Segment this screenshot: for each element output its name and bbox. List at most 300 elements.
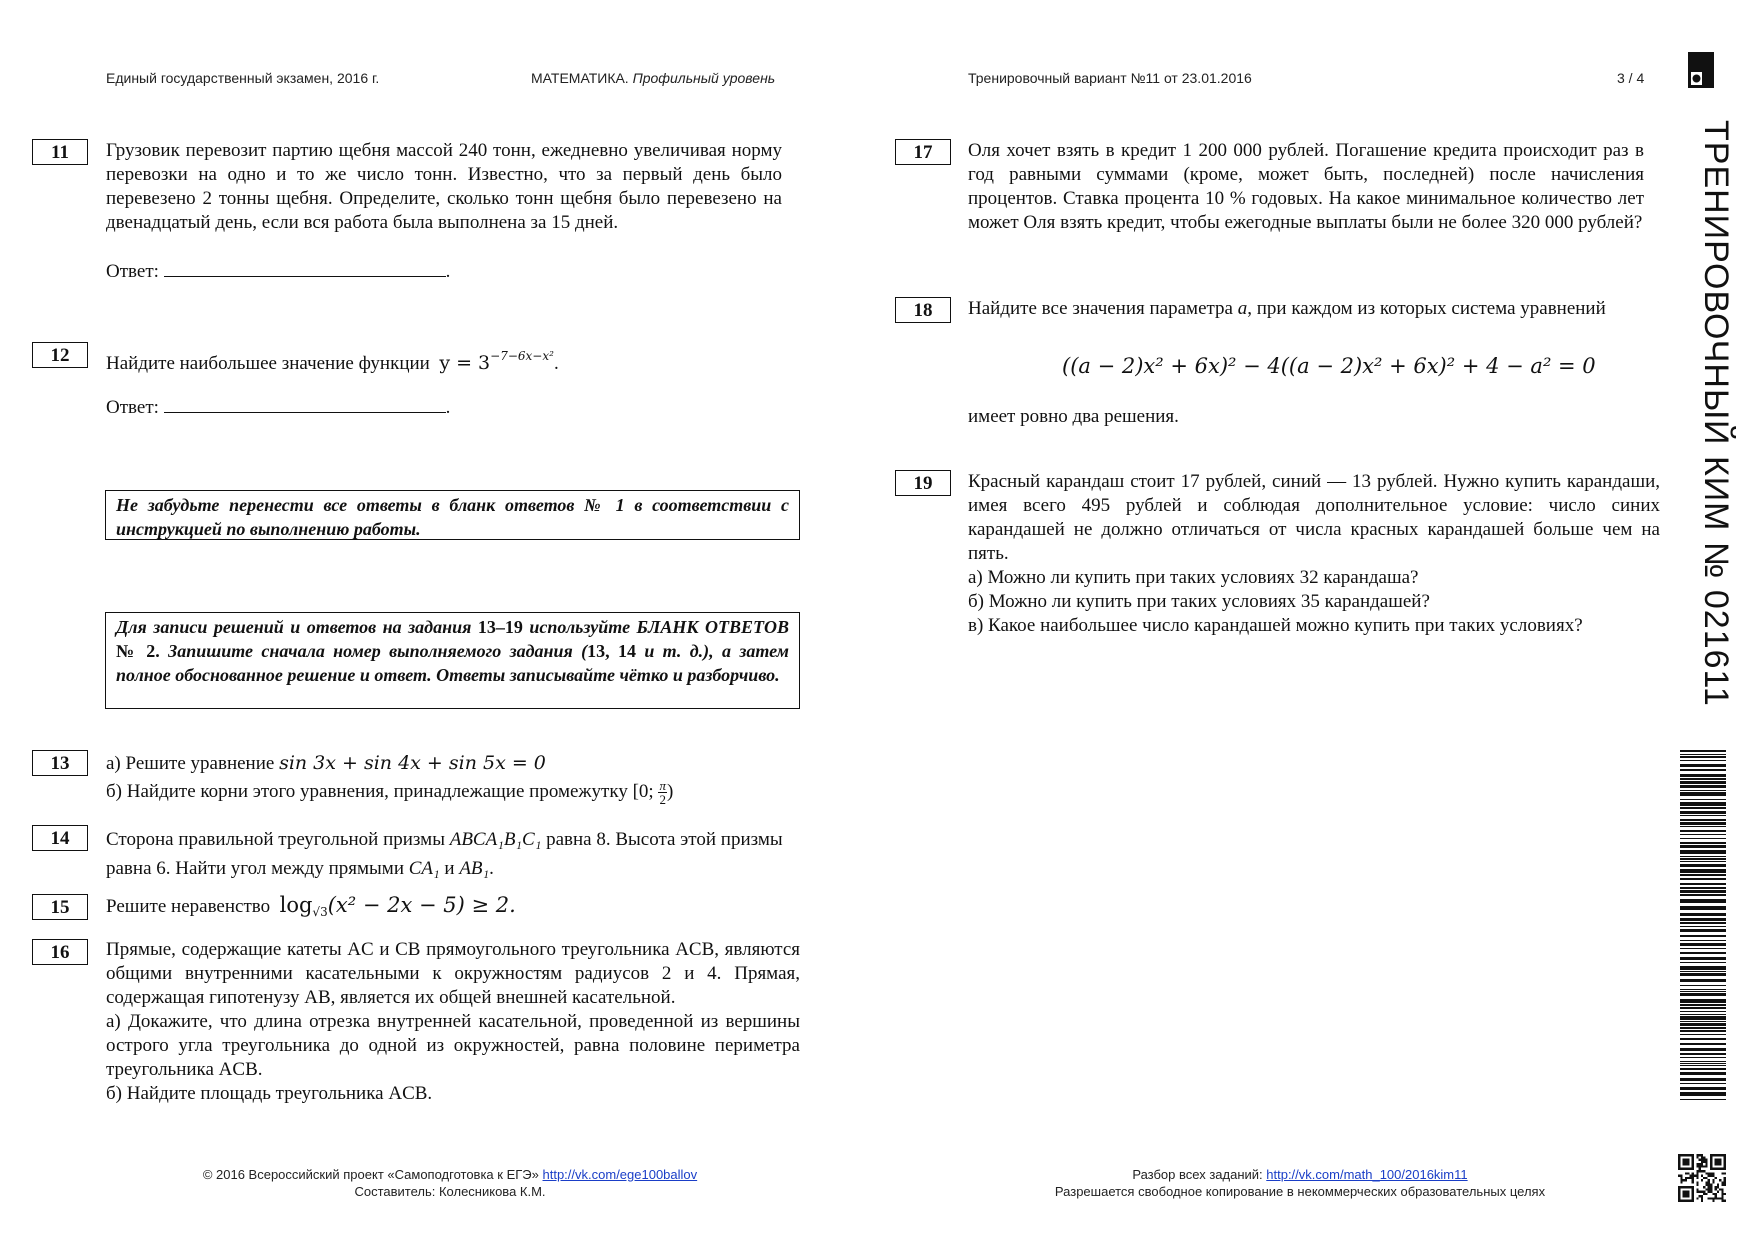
task-17-text: Оля хочет взять в кредит 1 200 000 рублей. Погашение кредита происходит раз в год равными суммами (кроме, может быть, последней) после начисления процентов. Ставка процента 10 % годовых. На какое минимальное количество лет может Оля взять кредит, чтобы ежегодные выплаты были не более 320 000 рублей? bbox=[968, 140, 1644, 233]
barcode-bar bbox=[1680, 878, 1726, 880]
footer-right bbox=[1000, 1166, 1600, 1200]
qr-module bbox=[1687, 1161, 1689, 1163]
qr-module bbox=[1721, 1200, 1723, 1202]
task-19-part-a: а) Можно ли купить при таких условиях 32 карандаша? bbox=[968, 567, 1419, 588]
task-19-number: 19 bbox=[895, 470, 951, 496]
qr-module bbox=[1721, 1191, 1723, 1193]
qr-module bbox=[1710, 1175, 1712, 1177]
header-subject-name: МАТЕМАТИКА. bbox=[531, 70, 629, 86]
task-13-part-a bbox=[106, 751, 786, 776]
task-14-text-2: равна 8. Высота этой призмы равна 6. Найти угол между прямыми bbox=[106, 829, 783, 879]
footer-review-label: Разбор всех заданий: bbox=[1132, 1167, 1263, 1182]
qr-module bbox=[1719, 1154, 1721, 1156]
task-13-text bbox=[106, 751, 786, 806]
barcode-bar bbox=[1680, 819, 1726, 821]
barcode-bar bbox=[1680, 887, 1726, 889]
header-exam: Единый государственный экзамен, 2016 г. bbox=[106, 70, 380, 86]
qr-module bbox=[1685, 1177, 1687, 1179]
qr-module bbox=[1678, 1188, 1680, 1190]
footer-review-link[interactable]: http://vk.com/math_100/2016kim11 bbox=[1266, 1167, 1468, 1182]
task-19-paragraph: Красный карандаш стоит 17 рублей, синий — 13 рублей. Нужно купить карандаши, имея всего 495 рублей и соблюдая дополнительное условие: число синих карандашей не должно отличаться от числа красных карандашей больше чем на пять. bbox=[968, 471, 1660, 564]
qr-module bbox=[1692, 1175, 1694, 1177]
qr-module bbox=[1705, 1163, 1707, 1165]
qr-module bbox=[1705, 1159, 1707, 1161]
qr-module bbox=[1701, 1170, 1703, 1172]
qr-module bbox=[1699, 1191, 1701, 1193]
qr-module bbox=[1696, 1175, 1698, 1177]
qr-module bbox=[1696, 1154, 1698, 1156]
barcode-bar bbox=[1680, 750, 1726, 752]
barcode-bar bbox=[1680, 1027, 1726, 1029]
qr-module bbox=[1703, 1159, 1705, 1161]
barcode-bar bbox=[1680, 1023, 1726, 1026]
qr-module bbox=[1715, 1159, 1717, 1161]
task-14-text bbox=[106, 825, 786, 883]
qr-module bbox=[1692, 1181, 1694, 1183]
task-12-prompt: Найдите наибольшее значение функции bbox=[106, 353, 430, 374]
qr-module bbox=[1703, 1161, 1705, 1163]
task-14-and: и bbox=[444, 858, 455, 879]
task-16-paragraph-3: б) Найдите площадь треугольника ACB. bbox=[106, 1083, 433, 1104]
qr-module bbox=[1689, 1154, 1691, 1156]
barcode-bar bbox=[1680, 929, 1726, 932]
qr-module bbox=[1696, 1163, 1698, 1165]
qr-module bbox=[1683, 1159, 1685, 1161]
qr-module bbox=[1699, 1195, 1701, 1197]
qr-module bbox=[1692, 1159, 1694, 1161]
answer-line[interactable] bbox=[164, 262, 446, 277]
task-13-frac-num: π bbox=[659, 778, 666, 793]
barcode-bar bbox=[1680, 756, 1726, 758]
qr-module bbox=[1689, 1177, 1691, 1179]
qr-module bbox=[1687, 1159, 1689, 1161]
qr-module bbox=[1710, 1156, 1712, 1158]
note-solutions-instructions bbox=[105, 612, 800, 709]
qr-module bbox=[1699, 1165, 1701, 1167]
qr-module bbox=[1678, 1165, 1680, 1167]
qr-module bbox=[1689, 1175, 1691, 1177]
footer-review-line bbox=[1000, 1166, 1600, 1183]
barcode-bar bbox=[1680, 943, 1726, 946]
qr-module bbox=[1680, 1181, 1682, 1183]
qr-module bbox=[1696, 1197, 1698, 1199]
barcode-bar bbox=[1680, 774, 1726, 777]
qr-module bbox=[1712, 1154, 1714, 1156]
qr-module bbox=[1685, 1193, 1687, 1195]
qr-module bbox=[1708, 1175, 1710, 1177]
barcode-bar bbox=[1680, 1057, 1726, 1058]
qr-module bbox=[1692, 1154, 1694, 1156]
qr-module bbox=[1683, 1161, 1685, 1163]
barcode-bar bbox=[1680, 1030, 1726, 1032]
footer-left bbox=[150, 1166, 750, 1200]
task-11-text: Грузовик перевозит партию щебня массой 240 тонн, ежедневно увеличивая норму перевозки на одно и то же число тонн. Известно, что за первый день было перевезено 2 тонны щебня. Определите, сколько тонн щебня было перевезено на двенадцатый день, если вся работа была выполнена за 15 дней. bbox=[106, 140, 782, 233]
qr-module bbox=[1701, 1159, 1703, 1161]
qr-module bbox=[1712, 1179, 1714, 1181]
barcode-bar bbox=[1680, 834, 1726, 835]
qr-module bbox=[1715, 1195, 1717, 1197]
qr-module bbox=[1683, 1179, 1685, 1181]
barcode-bar bbox=[1680, 894, 1726, 896]
note2-part-c: № 2. bbox=[116, 641, 160, 661]
qr-module bbox=[1721, 1181, 1723, 1183]
qr-module bbox=[1699, 1168, 1701, 1170]
qr-module bbox=[1724, 1200, 1726, 1202]
qr-module bbox=[1724, 1172, 1726, 1174]
task-18-text-2: , при каждом из которых система уравнений bbox=[1247, 298, 1606, 319]
task-15-log-arg: (x² − 2x − 5) ≥ 2. bbox=[327, 893, 516, 917]
qr-module bbox=[1715, 1161, 1717, 1163]
qr-module bbox=[1717, 1154, 1719, 1156]
qr-module bbox=[1694, 1175, 1696, 1177]
qr-module bbox=[1678, 1175, 1680, 1177]
qr-module bbox=[1712, 1181, 1714, 1183]
qr-module bbox=[1692, 1177, 1694, 1179]
qr-module bbox=[1710, 1188, 1712, 1190]
barcode-bar bbox=[1680, 1061, 1726, 1062]
barcode-bar bbox=[1680, 922, 1726, 924]
task-12-answer: Ответ: . bbox=[106, 397, 451, 418]
qr-module bbox=[1678, 1200, 1680, 1202]
task-19-part-c: в) Какое наибольшее число карандашей можно купить при таких условиях? bbox=[968, 615, 1583, 636]
task-13-a-formula: sin 3x + sin 4x + sin 5x = 0 bbox=[279, 752, 546, 774]
barcode-bar bbox=[1680, 906, 1726, 910]
qr-module bbox=[1717, 1191, 1719, 1193]
qr-module bbox=[1708, 1179, 1710, 1181]
task-14-prism: ABCA₁B₁C₁ bbox=[449, 829, 542, 850]
qr-module bbox=[1712, 1168, 1714, 1170]
qr-module bbox=[1701, 1197, 1703, 1199]
qr-module bbox=[1678, 1154, 1680, 1156]
qr-module bbox=[1703, 1165, 1705, 1167]
qr-module bbox=[1683, 1195, 1685, 1197]
qr-module bbox=[1687, 1172, 1689, 1174]
qr-module bbox=[1683, 1193, 1685, 1195]
barcode-bar bbox=[1680, 842, 1726, 844]
qr-module bbox=[1692, 1197, 1694, 1199]
barcode-bar bbox=[1680, 935, 1726, 937]
barcode-bar bbox=[1680, 792, 1726, 796]
qr-module bbox=[1710, 1163, 1712, 1165]
task-18-text bbox=[968, 297, 1644, 321]
task-17-number: 17 bbox=[895, 139, 951, 165]
barcode-icon bbox=[1680, 750, 1726, 1100]
qr-module bbox=[1717, 1168, 1719, 1170]
qr-module bbox=[1715, 1177, 1717, 1179]
qr-module bbox=[1685, 1159, 1687, 1161]
barcode-bar bbox=[1680, 999, 1726, 1003]
barcode-bar bbox=[1680, 940, 1726, 941]
task-16-paragraph-1: Прямые, содержащие катеты AC и CB прямоугольного треугольника ACB, являются общими внутренними касательными к окружностям радиусов 2 и 4. Прямая, содержащая гипотенузу AB, является их общей внешней касательной. bbox=[106, 939, 800, 1008]
barcode-bar bbox=[1680, 869, 1726, 873]
qr-module bbox=[1710, 1165, 1712, 1167]
qr-module bbox=[1717, 1184, 1719, 1186]
qr-module bbox=[1687, 1191, 1689, 1193]
task-12-formula-exp: −7−6x−x² bbox=[490, 349, 554, 363]
qr-module bbox=[1692, 1163, 1694, 1165]
qr-module bbox=[1687, 1163, 1689, 1165]
qr-module bbox=[1724, 1179, 1726, 1181]
qr-module bbox=[1719, 1168, 1721, 1170]
qr-module bbox=[1703, 1186, 1705, 1188]
barcode-bar bbox=[1680, 899, 1726, 903]
qr-module bbox=[1692, 1186, 1694, 1188]
qr-module bbox=[1680, 1154, 1682, 1156]
qr-module bbox=[1685, 1179, 1687, 1181]
task-14-number: 14 bbox=[32, 825, 88, 851]
qr-module bbox=[1687, 1195, 1689, 1197]
exam-logo-icon bbox=[1688, 52, 1714, 88]
qr-module bbox=[1705, 1181, 1707, 1183]
barcode-bar bbox=[1680, 979, 1726, 982]
qr-module bbox=[1685, 1172, 1687, 1174]
qr-module bbox=[1708, 1188, 1710, 1190]
task-15-text bbox=[106, 893, 516, 924]
qr-module bbox=[1687, 1168, 1689, 1170]
qr-module bbox=[1717, 1159, 1719, 1161]
barcode-bar bbox=[1680, 1078, 1726, 1081]
task-18-number: 18 bbox=[895, 297, 951, 323]
footer-copyright: © 2016 Всероссийский проект «Самоподготовка к ЕГЭ» bbox=[202, 1167, 539, 1182]
qr-module bbox=[1719, 1179, 1721, 1181]
qr-module bbox=[1696, 1156, 1698, 1158]
qr-module bbox=[1701, 1165, 1703, 1167]
qr-module bbox=[1696, 1188, 1698, 1190]
qr-module bbox=[1703, 1191, 1705, 1193]
footer-project-link[interactable]: http://vk.com/ege100ballov bbox=[542, 1167, 698, 1182]
task-13-a-prefix: а) Решите уравнение bbox=[106, 753, 275, 774]
qr-module bbox=[1710, 1191, 1712, 1193]
barcode-bar bbox=[1680, 1083, 1726, 1084]
qr-module bbox=[1692, 1195, 1694, 1197]
qr-module bbox=[1724, 1177, 1726, 1179]
qr-module bbox=[1708, 1184, 1710, 1186]
qr-module bbox=[1710, 1168, 1712, 1170]
qr-module bbox=[1701, 1163, 1703, 1165]
qr-module bbox=[1717, 1186, 1719, 1188]
barcode-bar bbox=[1680, 952, 1726, 954]
qr-module bbox=[1708, 1186, 1710, 1188]
barcode-bar bbox=[1680, 985, 1726, 986]
task-11-answer: Ответ: . bbox=[106, 261, 451, 282]
qr-module bbox=[1692, 1172, 1694, 1174]
barcode-bar bbox=[1680, 1016, 1726, 1020]
task-16-number: 16 bbox=[32, 939, 88, 965]
qr-module bbox=[1724, 1156, 1726, 1158]
qr-module bbox=[1685, 1200, 1687, 1202]
qr-module bbox=[1724, 1165, 1726, 1167]
qr-module bbox=[1705, 1161, 1707, 1163]
barcode-bar bbox=[1680, 838, 1726, 839]
task-14-line1: CA₁ bbox=[408, 858, 440, 879]
barcode-bar bbox=[1680, 1038, 1726, 1040]
qr-module bbox=[1710, 1154, 1712, 1156]
barcode-bar bbox=[1680, 962, 1726, 963]
qr-module bbox=[1724, 1193, 1726, 1195]
barcode-bar bbox=[1680, 1092, 1726, 1096]
qr-module bbox=[1687, 1154, 1689, 1156]
qr-module bbox=[1703, 1170, 1705, 1172]
qr-module bbox=[1719, 1197, 1721, 1199]
barcode-bar bbox=[1680, 858, 1726, 860]
barcode-bar bbox=[1680, 850, 1726, 854]
qr-module bbox=[1719, 1188, 1721, 1190]
qr-module bbox=[1687, 1186, 1689, 1188]
task-12-number: 12 bbox=[32, 342, 88, 368]
qr-module bbox=[1715, 1197, 1717, 1199]
qr-module bbox=[1721, 1172, 1723, 1174]
qr-module bbox=[1696, 1172, 1698, 1174]
barcode-bar bbox=[1680, 1065, 1726, 1066]
qr-module bbox=[1710, 1186, 1712, 1188]
qr-module bbox=[1696, 1177, 1698, 1179]
barcode-bar bbox=[1680, 864, 1726, 867]
qr-module bbox=[1678, 1186, 1680, 1188]
qr-module bbox=[1724, 1181, 1726, 1183]
qr-module bbox=[1680, 1179, 1682, 1181]
qr-module bbox=[1703, 1156, 1705, 1158]
barcode-bar bbox=[1680, 826, 1726, 827]
task-13-fraction bbox=[658, 779, 667, 806]
answer-label: Ответ: bbox=[106, 397, 159, 418]
qr-module bbox=[1705, 1177, 1707, 1179]
task-15-number: 15 bbox=[32, 894, 88, 920]
footer-copyright-line bbox=[150, 1166, 750, 1183]
qr-module bbox=[1689, 1200, 1691, 1202]
barcode-bar bbox=[1680, 883, 1726, 885]
barcode-bar bbox=[1680, 989, 1726, 990]
qr-module bbox=[1680, 1168, 1682, 1170]
qr-module bbox=[1696, 1165, 1698, 1167]
task-18-param: a bbox=[1237, 298, 1248, 319]
qr-module bbox=[1701, 1200, 1703, 1202]
qr-module bbox=[1678, 1163, 1680, 1165]
qr-module bbox=[1717, 1163, 1719, 1165]
qr-module bbox=[1705, 1193, 1707, 1195]
barcode-bar bbox=[1680, 781, 1726, 784]
answer-line[interactable] bbox=[164, 398, 446, 413]
task-15-prompt: Решите неравенство bbox=[106, 896, 271, 917]
task-11-number: 11 bbox=[32, 139, 88, 165]
qr-module bbox=[1680, 1200, 1682, 1202]
barcode-bar bbox=[1680, 1048, 1726, 1051]
qr-module bbox=[1692, 1156, 1694, 1158]
qr-module bbox=[1719, 1163, 1721, 1165]
qr-module bbox=[1715, 1163, 1717, 1165]
barcode-bar bbox=[1680, 1007, 1726, 1009]
qr-module bbox=[1699, 1159, 1701, 1161]
qr-module bbox=[1692, 1191, 1694, 1193]
barcode-bar bbox=[1680, 799, 1726, 800]
barcode-bar bbox=[1680, 790, 1726, 791]
barcode-bar bbox=[1680, 1087, 1726, 1090]
qr-module bbox=[1685, 1186, 1687, 1188]
qr-module bbox=[1710, 1172, 1712, 1174]
qr-module bbox=[1705, 1165, 1707, 1167]
footer-author: Составитель: Колесникова К.М. bbox=[354, 1184, 546, 1199]
qr-module bbox=[1692, 1188, 1694, 1190]
qr-module bbox=[1701, 1191, 1703, 1193]
qr-module bbox=[1717, 1197, 1719, 1199]
barcode-bar bbox=[1680, 1063, 1726, 1064]
qr-module bbox=[1710, 1184, 1712, 1186]
qr-module bbox=[1680, 1177, 1682, 1179]
barcode-bar bbox=[1680, 1053, 1726, 1055]
qr-module bbox=[1708, 1197, 1710, 1199]
task-14-end: . bbox=[489, 858, 494, 879]
task-12-formula bbox=[439, 349, 554, 374]
barcode-bar bbox=[1680, 1043, 1726, 1045]
task-13-interval-open: [0; bbox=[632, 780, 654, 802]
qr-module bbox=[1683, 1191, 1685, 1193]
note2-part-f: и т. д.), а затем полное обоснованное решение и ответ. Ответы записывайте чётко и разборчиво. bbox=[116, 641, 789, 685]
task-18-text-3: имеет ровно два решения. bbox=[968, 406, 1179, 427]
qr-module bbox=[1715, 1154, 1717, 1156]
barcode-bar bbox=[1680, 973, 1726, 976]
qr-module bbox=[1701, 1179, 1703, 1181]
qr-module bbox=[1708, 1172, 1710, 1174]
answer-label: Ответ: bbox=[106, 261, 159, 282]
qr-module bbox=[1685, 1168, 1687, 1170]
task-14-text-1: Сторона правильной треугольной призмы bbox=[106, 829, 445, 850]
barcode-bar bbox=[1680, 1099, 1726, 1100]
barcode-bar bbox=[1680, 807, 1726, 809]
page-number: 3 / 4 bbox=[1617, 70, 1645, 86]
qr-module bbox=[1724, 1168, 1726, 1170]
qr-module bbox=[1699, 1163, 1701, 1165]
qr-module bbox=[1703, 1193, 1705, 1195]
barcode-bar bbox=[1680, 764, 1726, 767]
note-transfer-answers: Не забудьте перенести все ответы в бланк ответов № 1 в соответствии с инструкцией по выполнению работы. bbox=[105, 490, 800, 540]
barcode-bar bbox=[1680, 1034, 1726, 1035]
barcode-bar bbox=[1680, 1004, 1726, 1006]
qr-module bbox=[1724, 1163, 1726, 1165]
qr-module bbox=[1705, 1188, 1707, 1190]
barcode-bar bbox=[1680, 913, 1726, 916]
barcode-bar bbox=[1680, 874, 1726, 876]
qr-module bbox=[1678, 1159, 1680, 1161]
qr-module bbox=[1685, 1161, 1687, 1163]
barcode-bar bbox=[1680, 811, 1726, 814]
qr-module bbox=[1689, 1168, 1691, 1170]
qr-module bbox=[1710, 1161, 1712, 1163]
note2-part-b: используйте БЛАНК ОТВЕТОВ bbox=[529, 617, 790, 637]
qr-module bbox=[1696, 1170, 1698, 1172]
qr-module bbox=[1696, 1191, 1698, 1193]
task-14-line2: AB₁ bbox=[459, 858, 490, 879]
qr-module bbox=[1715, 1186, 1717, 1188]
qr-module bbox=[1683, 1186, 1685, 1188]
qr-code-icon bbox=[1678, 1154, 1726, 1202]
qr-module bbox=[1701, 1175, 1703, 1177]
qr-module bbox=[1678, 1191, 1680, 1193]
qr-module bbox=[1692, 1193, 1694, 1195]
header-level: Профильный уровень bbox=[632, 70, 776, 86]
vertical-title bbox=[1697, 120, 1735, 720]
barcode-bar bbox=[1680, 1072, 1726, 1075]
qr-module bbox=[1678, 1193, 1680, 1195]
qr-module bbox=[1712, 1197, 1714, 1199]
barcode-bar bbox=[1680, 856, 1726, 857]
qr-module bbox=[1678, 1156, 1680, 1158]
barcode-bar bbox=[1680, 926, 1726, 927]
task-16-paragraph-2: а) Докажите, что длина отрезка внутренней касательной, проведенной из вершины острого угла треугольника до одной из окружностей, равна половине периметра треугольника ACB. bbox=[106, 1011, 800, 1080]
note2-range: 13–19 bbox=[477, 617, 523, 637]
qr-module bbox=[1724, 1154, 1726, 1156]
qr-module bbox=[1692, 1168, 1694, 1170]
header-variant: Тренировочный вариант №11 от 23.01.2016 bbox=[968, 70, 1252, 86]
qr-module bbox=[1721, 1195, 1723, 1197]
